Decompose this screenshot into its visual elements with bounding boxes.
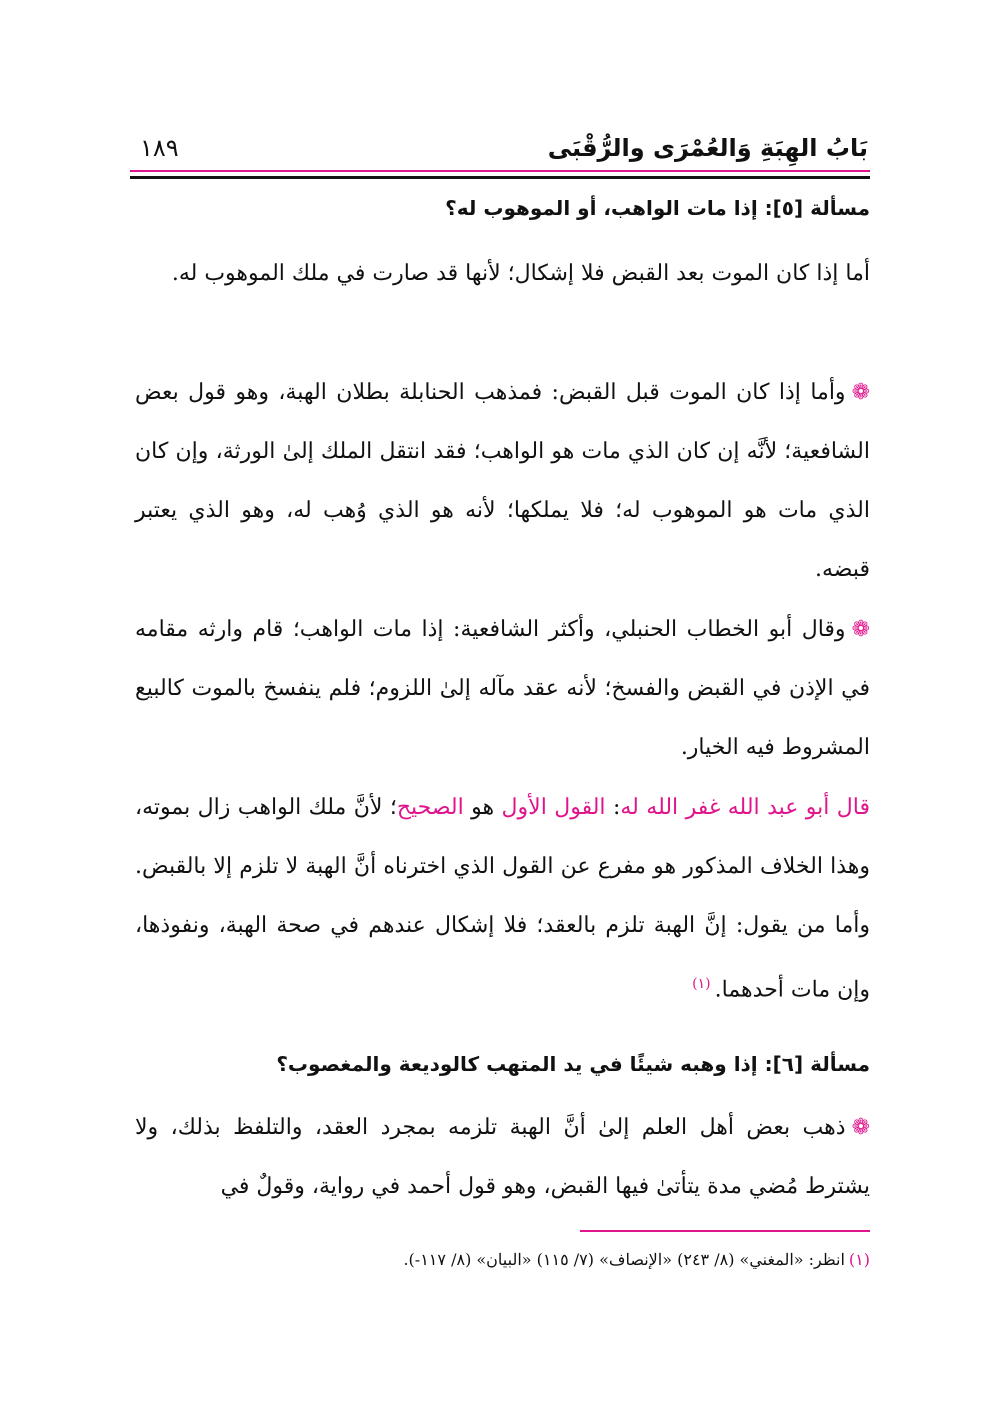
paragraph bbox=[135, 1098, 870, 1216]
flower-ornament-icon: ❁ bbox=[851, 1115, 870, 1140]
paragraph-text: ؛ لأنَّ ملك الواهب زال بموته، وهذا الخلاف المذكور هو مفرع عن القول الذي اخترناه أنَّ الهبة لا تلزم إلا بالقبض. وأما من يقول: إنَّ الهبة تلزم بالعقد؛ فلا إشكال عندهم في صحة الهبة، ونفوذها، وإن مات أحدهما. bbox=[135, 795, 870, 1003]
running-header bbox=[130, 128, 870, 168]
separator-text: : bbox=[605, 795, 621, 820]
author-statement-label: قال أبو عبد الله غفر الله له bbox=[620, 795, 871, 820]
footnote-text: انظر: «المغني» (٨/ ٢٤٣) «الإنصاف» (٧/ ١١٥) «البيان» (٨/ ١١٧-). bbox=[403, 1250, 845, 1269]
footnote bbox=[135, 1250, 870, 1269]
paragraph bbox=[135, 363, 870, 599]
section-heading-5: مسألة [٥]: إذا مات الواهب، أو الموهوب له؟ bbox=[445, 196, 870, 220]
paragraph-block-1 bbox=[135, 244, 870, 303]
page-number: ١٨٩ bbox=[140, 134, 179, 162]
footnote-number: (١) bbox=[848, 1250, 870, 1269]
paragraph-block-3 bbox=[135, 600, 870, 777]
paragraph-text: وأما إذا كان الموت قبل القبض: فمذهب الحنابلة بطلان الهبة، وهو قول بعض الشافعية؛ لأنَّه إن كان الذي مات هو الواهب؛ فقد انتقل الملك إلىٰ الورثة، وإن كان الذي مات هو الموهوب له؛ فلا يملكها؛ لأنه هو الذي وُهب له، وهو الذي يعتبر قبضه. bbox=[135, 380, 870, 582]
paragraph bbox=[135, 778, 870, 1019]
section-heading-6: مسألة [٦]: إذا وهبه شيئًا في يد المتهب كالوديعة والمغصوب؟ bbox=[276, 1052, 870, 1076]
paragraph-text: وقال أبو الخطاب الحنبلي، وأكثر الشافعية: إذا مات الواهب؛ قام وارثه مقامه في الإذن في القبض والفسخ؛ لأنه عقد مآله إلىٰ اللزوم؛ فلم ينفسخ بالموت كالبيع المشروط فيه الخيار. bbox=[135, 617, 870, 760]
header-rule-magenta bbox=[130, 170, 870, 172]
paragraph-block-4 bbox=[135, 778, 870, 1019]
footnote-divider bbox=[580, 1230, 870, 1232]
flower-ornament-icon: ❁ bbox=[851, 617, 870, 642]
highlight-text: القول الأول bbox=[501, 795, 606, 820]
connector-text: هو bbox=[463, 795, 502, 820]
chapter-title: بَابُ الهِبَةِ وَالعُمْرَى والرُّقْبَى bbox=[547, 134, 868, 162]
paragraph bbox=[135, 600, 870, 777]
paragraph: أما إذا كان الموت بعد القبض فلا إشكال؛ لأنها قد صارت في ملك الموهوب له. bbox=[171, 261, 870, 286]
paragraph-block-5 bbox=[135, 1098, 870, 1216]
flower-ornament-icon: ❁ bbox=[851, 380, 870, 405]
footnote-reference[interactable]: (١) bbox=[692, 976, 711, 992]
paragraph-text: ذهب بعض أهل العلم إلىٰ أنَّ الهبة تلزمه بمجرد العقد، والتلفظ بذلك، ولا يشترط مُضي مدة يتأتىٰ فيها القبض، وهو قول أحمد في رواية، وقولٌ في bbox=[135, 1115, 870, 1199]
highlight-text: الصحيح bbox=[396, 795, 464, 820]
paragraph-block-2 bbox=[135, 363, 870, 599]
header-rule-black bbox=[130, 176, 870, 179]
